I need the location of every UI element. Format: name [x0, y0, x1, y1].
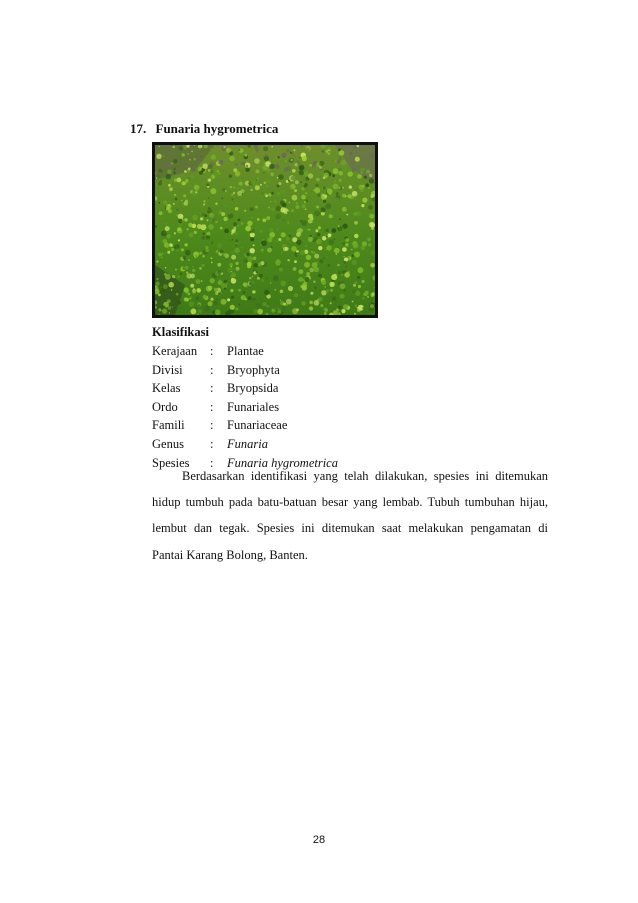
row-value: Funaria hygrometrica	[227, 455, 338, 470]
row-key: Kerajaan	[152, 344, 198, 358]
section-title: Funaria hygrometrica	[155, 121, 279, 136]
paragraph-line: Pantai Karang Bolong, Banten.	[152, 547, 308, 562]
classification-row	[152, 435, 338, 454]
row-value: Funariales	[227, 399, 280, 414]
row-sep: :	[210, 362, 214, 377]
page-number: 28	[312, 834, 326, 846]
section-heading	[130, 121, 278, 137]
row-sep: :	[210, 344, 214, 358]
row-sep: :	[210, 399, 214, 414]
row-value: Funaria	[227, 436, 268, 451]
section-number: 17.	[130, 121, 147, 136]
row-key: Genus	[152, 436, 184, 451]
classification-block	[152, 322, 338, 472]
row-key: Divisi	[152, 362, 183, 377]
row-value: Bryopsida	[227, 381, 279, 396]
classification-title: Klasifikasi	[152, 325, 209, 339]
paragraph-line: Berdasarkan identifikasi yang telah dilakukan, spesies ini ditemukan	[182, 469, 548, 483]
classification-row	[152, 361, 338, 380]
paragraph-line: lembut dan tegak. Spesies ini ditemukan saat melakukan pengamatan di	[152, 521, 548, 536]
classification-row	[152, 416, 338, 435]
row-key: Famili	[152, 418, 185, 433]
row-sep: :	[210, 455, 214, 470]
classification-row	[152, 342, 338, 361]
row-sep: :	[210, 381, 214, 396]
paragraph-line: hidup tumbuh pada batu-batuan besar yang lembab. Tubuh tumbuhan hijau,	[152, 495, 548, 510]
moss-photo	[152, 142, 378, 318]
moss-texture	[155, 145, 375, 315]
row-key: Kelas	[152, 381, 181, 396]
classification-row	[152, 379, 338, 398]
row-value: Plantae	[227, 344, 264, 358]
row-sep: :	[210, 436, 214, 451]
classification-row	[152, 398, 338, 417]
row-value: Bryophyta	[227, 362, 280, 377]
row-key: Ordo	[152, 399, 178, 414]
description-paragraph	[152, 463, 548, 568]
row-value: Funariaceae	[227, 418, 288, 433]
row-key: Spesies	[152, 455, 190, 470]
row-sep: :	[210, 418, 214, 433]
